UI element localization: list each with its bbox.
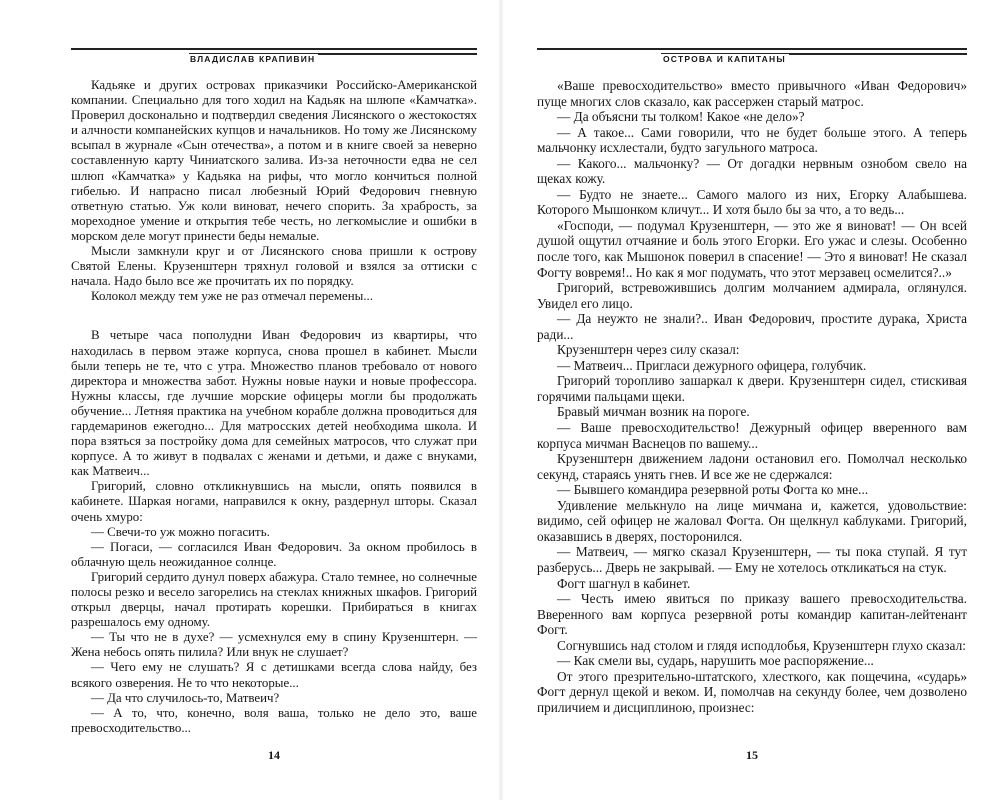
paragraph: — Честь имею явиться по приказу вашего превосходительства. Вверенного вам корпуса резервной роты командир капитан-лейтенант Фогт. — [537, 591, 967, 638]
left-page-text — [71, 78, 477, 736]
paragraph: Согнувшись над столом и глядя исподлобья, Крузенштерн глухо сказал: — [557, 637, 966, 653]
paragraph: — Ваше превосходительство! Дежурный офицер вверенного вам корпуса мичман Васнецов по вашему... — [537, 420, 967, 451]
left-running-head — [71, 48, 477, 68]
paragraph: — Чего ему не слушать? Я с детишками всегда слова найду, без всякого озверения. Не то что некоторые... — [71, 660, 477, 690]
paragraph: — Да что случилось-то, Матвеич? — [91, 690, 280, 705]
header-rule — [537, 48, 967, 50]
paragraph: — Ты что не в духе? — усмехнулся ему в спину Крузенштерн. — Жена небось опять пилила? Или внук не слушает? — [71, 630, 477, 660]
book-title: ОСТРОВА И КАПИТАНЫ — [660, 54, 789, 64]
author-name: ВЛАДИСЛАВ КРАПИВИН — [187, 54, 318, 64]
paragraph: Григорий, встревожившись долгим молчанием адмирала, оглянулся. Увидел его лицо. — [537, 280, 967, 311]
right-page — [501, 0, 1003, 800]
paragraph: — Будто не знаете... Самого малого из них, Егорку Алабышева. Которого Мышонком кличут... И хотя было бы за что, а то ведь... — [537, 186, 967, 218]
paragraph: В четыре часа пополудни Иван Федорович из квартиры, что находилась в первом этаже корпуса, снова прошел в кабинет. Мысли были теперь не те, что с утра. Множество планов требовало от нового директора и множества забот. Нужны новые науки и новые профессора. Нужны классы, где лучшие морские офицеры могли бы продолжать обучение... Летняя практика на учебном корабле должна проводиться для гардемаринов ежегодно... Для матросских детей необходима школа. И пора взяться за постройку дома для семейных матросов, что служат при корпусе. А то живут в подвалах с женами и детьми, и даже с внуками, как Матвеич... — [71, 328, 477, 479]
paragraph: — Да неужто не знали?.. Иван Федорович, простите дурака, Христа ради... — [537, 311, 967, 342]
section-break — [71, 304, 477, 328]
paragraph: — Погаси, — согласился Иван Федорович. За окном пробилось в облачную щель неожиданное солнце. — [71, 539, 477, 569]
paragraph: — Свечи-то уж можно погасить. — [91, 524, 270, 539]
paragraph: Григорий сердито дунул поверх абажура. Стало темнее, но солнечные полосы резко и весело загорелись на стеклах книжных шкафов. Григорий открыл дверцы, начал протирать корешки. Прибираться в книгах разрешалось ему одному. — [71, 569, 477, 630]
paragraph: Крузенштерн движением ладони остановил его. Помолчал несколько секунд, стараясь унять гнев. И все же не сдержался: — [537, 451, 967, 482]
paragraph: — Бывшего командира резервной роты Фогта ко мне... — [557, 482, 869, 498]
paragraph: — Да объясни ты толком! Какое «не дело»? — [557, 109, 805, 125]
paragraph: — Матвеич... Пригласи дежурного офицера, голубчик. — [557, 357, 867, 373]
paragraph: Колокол между тем уже не раз отмечал перемены... — [91, 289, 374, 304]
page-number: 14 — [268, 748, 280, 762]
paragraph: От этого презрительно-штатского, хлесткого, как пощечина, «сударь» Фогт дернул щекой и веком. И, помолчав на секунду более, чем дозволено приличием и дисциплиною, произнес: — [537, 668, 967, 715]
paragraph: «Ваше превосходительство» вместо привычного «Иван Федорович» пуще многих слов сказало, как рассержен старый матрос. — [537, 78, 967, 109]
paragraph: Григорий, словно откликнувшись на мысли, опять появился в кабинете. Шаркая ногами, направился к окну, раздернул шторы. Сказал очень хмуро: — [71, 479, 477, 524]
paragraph: — Какого... мальчонку? — От догадки нервным ознобом свело на щеках кожу. — [537, 155, 967, 187]
paragraph: Удивление мелькнуло на лице мичмана и, кажется, удовольствие: видимо, сей офицер не жаловал Фогта. Он щелкнул каблуками. Григорий, оказавшись в дверях, посторонился. — [537, 497, 967, 544]
paragraph: «Господи, — подумал Крузенштерн, — это же я виноват! — Он всей душой ощутил отчаяние и боль этого Егорки. Его ужас и слезы. Особенно после того, как Мышонок поверил в спасение! — Это я виноват! Не сказал Фогту вовремя!.. Но как я мог подумать, что этот мерзавец осмелится?..» — [537, 217, 967, 280]
paragraph: — Матвеич, — мягко сказал Крузенштерн, — ты пока ступай. Я тут разберусь... Дверь не закрывай. — Ему не хотелось откликаться на стук. — [537, 544, 967, 575]
paragraph: Кадьяке и других островах приказчики Российско-Американской компании. Специально для того ходил на Кадьяк на шлюпе «Камчатка». Проверил досконально и подтвердил сведения Лисянского о жестокостях и алчности компанейских купцов и начальников. Но тому же Лисянскому всыпал в журнале «Сын отечества», а потом и в книге своей за неверно составленную карту Чиниатского залива. Из-за неточности едва не сел шлюп «Камчатка» у Кадьяка на рифы, что могло кончиться полной гибелью. И напрасно писал любезный Юрий Федорович гневную ответную статью. Уж коли виноват, нечего спорить. За храбрость, за мореходное умение и открытия тебе честь, но легкомыслие и ошибки в морском деле могут принести беды немалые. — [71, 78, 477, 243]
paragraph: — А то, что, конечно, воля ваша, только не дело это, ваше превосходительство... — [71, 705, 477, 735]
right-running-head — [537, 48, 967, 68]
right-page-text — [537, 78, 967, 715]
paragraph: Бравый мичман возник на пороге. — [557, 404, 750, 420]
paragraph: Фогт шагнул в кабинет. — [557, 575, 691, 591]
header-rule — [71, 48, 477, 50]
paragraph: — А такое... Сами говорили, что не будет больше этого. А теперь мальчонку исхлестали, будто загульного матроса. — [537, 124, 967, 156]
paragraph: Григорий торопливо зашаркал к двери. Крузенштерн сидел, стискивая горячими пальцами щеки. — [537, 373, 967, 404]
paragraph: Мысли замкнули круг и от Лисянского снова пришли к острову Святой Елены. Крузенштерн тряхнул головой и взялся за оттиски с начала. Надо было все же прочитать их по порядку. — [71, 244, 477, 289]
left-page — [0, 0, 501, 800]
page-number: 15 — [746, 748, 758, 762]
paragraph: Крузенштерн через силу сказал: — [557, 342, 740, 358]
paragraph: — Как смели вы, сударь, нарушить мое распоряжение... — [557, 653, 874, 669]
